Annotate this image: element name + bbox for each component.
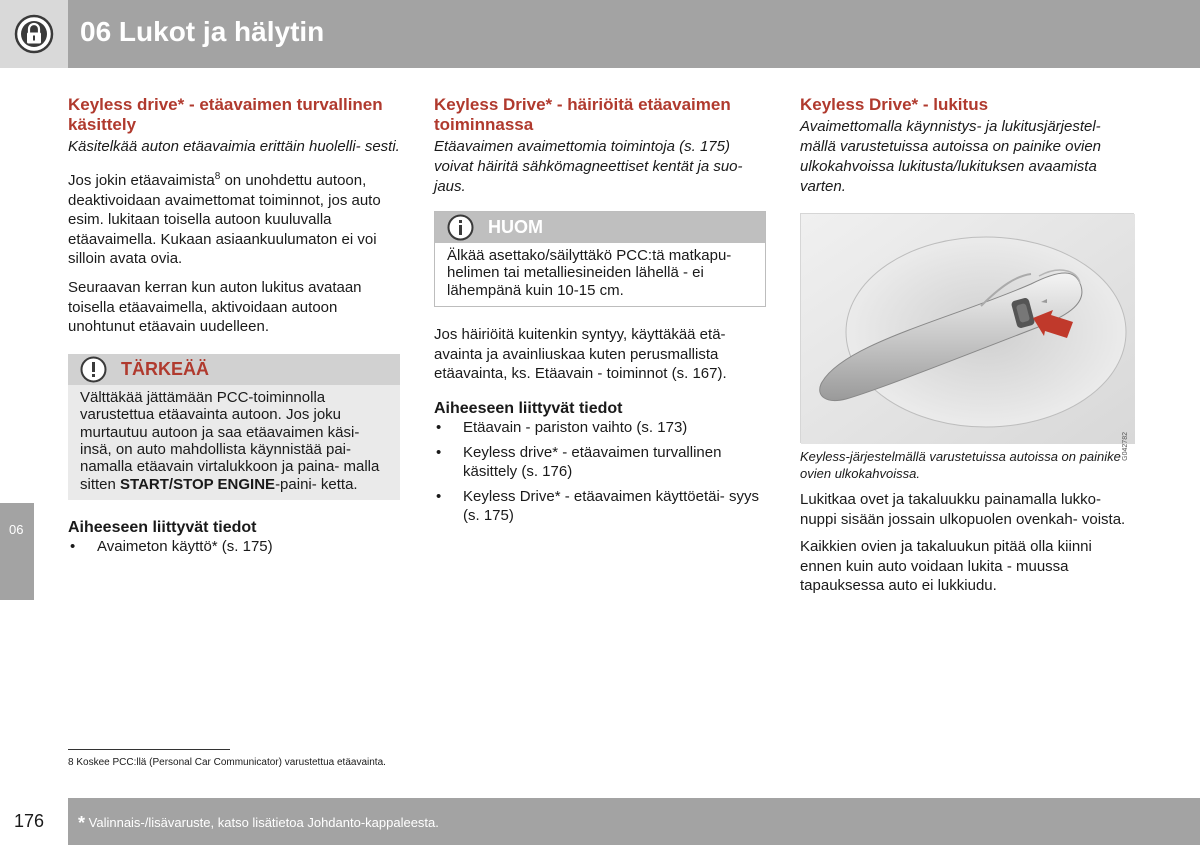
page-footer [68, 798, 1200, 845]
section-title: Keyless Drive* - häiriöitä etäavaimen toiminnassa [434, 95, 731, 134]
warning-text-part: -paini- ketta. [275, 475, 358, 493]
note-text: Älkää asettako/säilyttäkö PCC:tä matkapu- helimen tai metalliesineiden lähellä - ei lähempänä kuin 10-15 cm. [447, 247, 732, 299]
chapter-icon-box [0, 0, 68, 68]
bullet-icon: • [436, 444, 442, 461]
paragraph-text: Jos jokin etäavaimista [68, 172, 215, 189]
note-box [434, 211, 766, 307]
bullet-icon: • [70, 538, 76, 556]
page-number: 176 [14, 811, 45, 831]
bullet-icon: • [436, 419, 442, 436]
related-link[interactable] [434, 487, 766, 525]
section-lead: Etäavaimen avaimettomia toimintoja (s. 175) voivat häiritä sähkömagneettiset kentät ja suo- jaus. [434, 138, 743, 195]
chapter-side-tab-label: 06 [9, 522, 24, 537]
paragraph: Jos häiriöitä kuitenkin syntyy, käyttäkää etä- avainta ja avainliuskaa kuten perusmallista etäavainta, ks. Etäavain - toiminnot (s. 167). [434, 326, 727, 383]
door-handle-illustration [801, 214, 1135, 444]
related-link[interactable] [434, 418, 766, 437]
door-handle-figure [800, 213, 1134, 461]
column-1 [68, 95, 400, 556]
column-3 [800, 95, 1134, 596]
paragraph: Seuraavan kerran kun auton lukitus avataan toisella etäavaimella, aktivoidaan autoon unohtunut etäavain uudelleen. [68, 278, 362, 336]
related-link-text[interactable]: Etäavain - pariston vaihto (s. 173) [463, 419, 688, 436]
section-title: Keyless drive* - etäavaimen turvallinen käsittely [68, 95, 383, 134]
section-lead: Avaimettomalla käynnistys- ja lukitusjärjestel- mällä varustetuissa autoissa on painike ovien ulkokahvoissa lukitusta/lukituksen avaamista varten. [800, 118, 1102, 195]
asterisk-icon: * [78, 813, 86, 833]
column-2 [434, 95, 766, 525]
note-label: HUOM [488, 217, 543, 237]
note-header [435, 212, 765, 243]
paragraph: Lukitkaa ovet ja takaluukku painamalla lukko- nuppi sisään jossain ulkopuolen ovenkah- voista. [800, 491, 1126, 528]
related-title: Aiheeseen liittyvät tiedot [68, 519, 257, 537]
related-title: Aiheeseen liittyvät tiedot [434, 400, 623, 417]
footer-note [78, 813, 439, 834]
warning-box [68, 354, 400, 500]
related-link-text[interactable]: Keyless drive* - etäavaimen turvallinen käsittely (s. 176) [463, 444, 722, 480]
related-link-text[interactable]: Avaimeton käyttö* (s. 175) [97, 538, 273, 556]
figure-code: G042782 [1122, 432, 1129, 461]
paragraph-text: on unohdettu autoon, deaktivoidaan avaimettomat toiminnot, jos auto esim. lukitaan toisella autoon kuuluvalla etäavaimella. Kukaan asiaankuulumaton ei voi silloin avata ovia. [68, 172, 381, 268]
warning-header [68, 354, 400, 385]
related-link-text[interactable]: Keyless Drive* - etäavaimen käyttöetäi- syys (s. 175) [463, 488, 759, 524]
figure-caption: Keyless-järjestelmällä varustetuissa autoissa on painike ovien ulkokahvoissa. [800, 449, 1121, 481]
lock-icon [14, 14, 54, 54]
section-title: Keyless Drive* - lukitus [800, 95, 989, 114]
footnote-rule [68, 749, 230, 750]
info-icon [447, 214, 474, 241]
warning-text-part: Välttäkää jättämään PCC-toiminnolla varustettua etäavainta autoon. Jos joku murtautuu autoon ja saa etäavaimen käsi- insä, on auto mahdollista käynnistää pai- namalla etäavain virtalukkoon ja paina- malla sitten [80, 388, 380, 493]
chapter-title: 06 Lukot ja hälytin [80, 16, 325, 47]
page-header [0, 0, 1200, 68]
related-link[interactable] [434, 443, 766, 481]
footnote-marker[interactable]: 8 [214, 171, 221, 182]
footer-note-text: Valinnais-/lisävaruste, katso lisätietoa Johdanto-kappaleesta. [88, 815, 439, 830]
chapter-title-bar [68, 0, 1200, 68]
footnote: 8 Koskee PCC:llä (Personal Car Communicator) varustettua etäavainta. [68, 757, 386, 768]
exclamation-icon [80, 356, 107, 383]
chapter-side-tab[interactable] [0, 503, 34, 600]
related-link[interactable] [68, 537, 400, 556]
paragraph: Kaikkien ovien ja takaluukun pitää olla kiinni ennen kuin auto voidaan lukita - muussa tapauksessa auto ei lukkiudu. [800, 538, 1092, 595]
warning-text-bold: START/STOP ENGINE [120, 475, 276, 493]
warning-text [68, 385, 400, 500]
related-list [434, 418, 766, 525]
related-list [68, 537, 400, 556]
section-lead: Käsitelkää auton etäavaimia erittäin huolelli- sesti. [68, 138, 400, 155]
bullet-icon: • [436, 488, 442, 505]
warning-label: TÄRKEÄÄ [121, 358, 209, 379]
paragraph [68, 171, 400, 269]
